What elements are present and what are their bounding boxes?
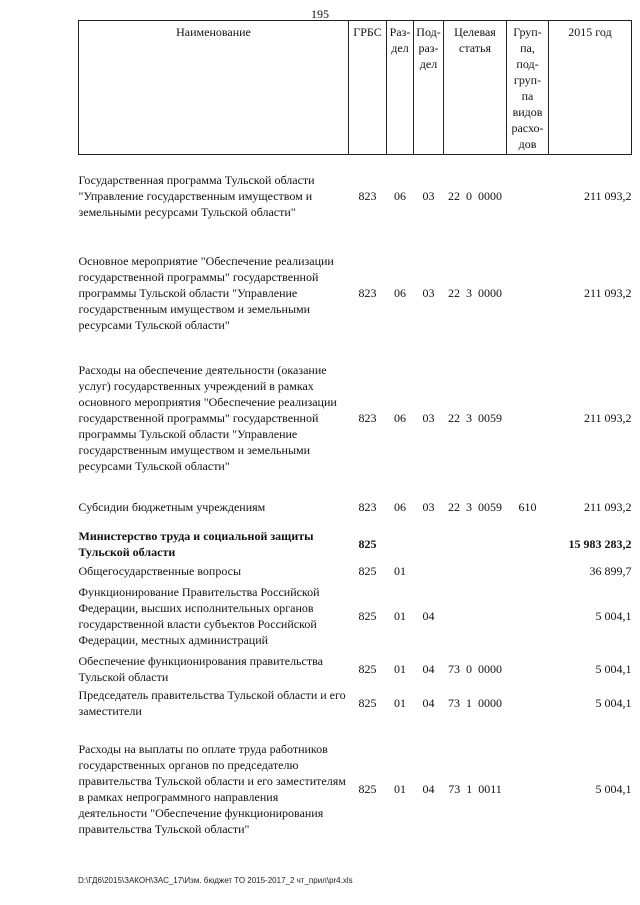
header-razdel: Раз- дел: [387, 21, 414, 155]
row-amount-cell: 5 004,1: [595, 695, 632, 710]
row-target-cell: 22 3 0059: [448, 410, 502, 425]
row-group-cell: [507, 581, 549, 651]
row-target-cell: 73 1 0000: [448, 695, 502, 710]
row-name-cell: Функционирование Правительства Российской Федерации, высших исполнительных органов государственной власти субъектов Российской Федерации, местных администраций: [78, 584, 320, 647]
header-podrazdel: Под- раз- дел: [414, 21, 444, 155]
row-target-cell: 73 0 0000: [448, 661, 502, 676]
row-grbs-cell: 825: [358, 608, 377, 623]
table-row: [79, 581, 632, 651]
row-podrazdel-cell: 04: [422, 695, 435, 710]
row-group-cell: [507, 651, 549, 687]
row-target-cell: [444, 581, 507, 651]
row-amount-cell: 211 093,2: [583, 188, 632, 203]
row-podrazdel-cell: 03: [422, 285, 435, 300]
row-razdel-cell: 01: [394, 781, 406, 796]
header-group: Груп- па, под- груп- па видов расхо- дов: [507, 21, 549, 155]
row-name-cell: Общегосударственные вопросы: [78, 563, 242, 578]
row-grbs-cell: 825: [358, 781, 377, 796]
row-grbs-cell: 825: [358, 563, 377, 578]
table-header-row: [79, 21, 632, 155]
row-grbs-cell: 823: [358, 499, 377, 514]
row-amount-cell: 36 899,7: [589, 563, 632, 578]
row-razdel-cell: 06: [394, 499, 406, 514]
table-row: [79, 651, 632, 687]
header-grbs: ГРБС: [349, 21, 387, 155]
row-razdel-cell: 01: [394, 695, 406, 710]
budget-table: [78, 20, 632, 859]
row-podrazdel-cell: 04: [422, 781, 435, 796]
row-target-cell: [444, 561, 507, 581]
row-group-cell: [507, 719, 549, 859]
row-razdel-cell: 06: [394, 188, 406, 203]
row-grbs-cell: 823: [358, 188, 377, 203]
row-target-cell: 22 3 0000: [448, 285, 502, 300]
row-target-cell: 22 0 0000: [448, 188, 502, 203]
header-year: 2015 год: [549, 21, 632, 155]
row-group-cell: 610: [518, 499, 537, 514]
table-row: [79, 687, 632, 719]
row-amount-cell: 211 093,2: [583, 499, 632, 514]
row-name-cell: Основное мероприятие "Обеспечение реализации государственной программы" государственной программы Тульской области "Управление государственным имуществом и земельными ресурсами Тульской области": [78, 253, 334, 332]
row-name-cell: Обеспечение функционирования правительства Тульской области: [78, 653, 323, 684]
row-group-cell: [507, 155, 549, 237]
table-row: [79, 719, 632, 859]
table-row: [79, 349, 632, 487]
row-grbs-cell: 825: [358, 536, 377, 551]
table-row: [79, 237, 632, 349]
table-row: [79, 155, 632, 237]
table-row: [79, 527, 632, 561]
row-amount-cell: 5 004,1: [595, 608, 632, 623]
row-target-cell: 73 1 0011: [448, 781, 502, 796]
row-group-cell: [507, 527, 549, 561]
row-podrazdel-cell: 03: [422, 410, 435, 425]
row-razdel-cell: 06: [394, 285, 406, 300]
row-grbs-cell: 825: [358, 695, 377, 710]
table-row: [79, 487, 632, 527]
row-podrazdel-cell: 04: [422, 608, 435, 623]
row-amount-cell: 211 093,2: [583, 410, 632, 425]
row-amount-cell: 211 093,2: [583, 285, 632, 300]
row-name-cell: Министерство труда и социальной защиты Тульской области: [78, 528, 314, 559]
file-path-footer: D:\ГД6\2015\ЗАКОН\ЗАС_17\Изм. бюджет ТО 2015-2017_2 чт_прил\pr4.xls: [78, 876, 353, 885]
page-number: 195: [311, 7, 329, 21]
header-name: Наименование: [79, 21, 349, 155]
row-podrazdel-cell: [414, 561, 444, 581]
row-razdel-cell: [387, 527, 414, 561]
row-name-cell: Расходы на обеспечение деятельности (оказание услуг) государственных учреждений в рамках основного мероприятия "Обеспечение реализации государственной программы" государственной программы Тульской области "Управление государственным имуществом и земельными ресурсами Тульской области": [78, 362, 337, 473]
row-group-cell: [507, 561, 549, 581]
row-razdel-cell: 06: [394, 410, 406, 425]
row-name-cell: Субсидии бюджетным учреждениям: [78, 499, 266, 514]
row-podrazdel-cell: [414, 527, 444, 561]
row-grbs-cell: 823: [358, 410, 377, 425]
row-razdel-cell: 01: [394, 661, 406, 676]
row-target-cell: [444, 527, 507, 561]
row-name-cell: Государственная программа Тульской области "Управление государственным имуществом и земельными ресурсами Тульской области": [78, 172, 315, 219]
row-name-cell: Председатель правительства Тульской области и его заместители: [78, 687, 346, 718]
row-razdel-cell: 01: [394, 563, 406, 578]
row-amount-cell: 5 004,1: [595, 661, 632, 676]
row-group-cell: [507, 349, 549, 487]
row-amount-cell: 5 004,1: [595, 781, 632, 796]
row-group-cell: [507, 687, 549, 719]
header-target: Целевая статья: [444, 21, 507, 155]
row-grbs-cell: 825: [358, 661, 377, 676]
row-podrazdel-cell: 03: [422, 499, 435, 514]
row-amount-cell: 15 983 283,2: [568, 536, 632, 551]
row-group-cell: [507, 237, 549, 349]
row-target-cell: 22 3 0059: [448, 499, 502, 514]
row-grbs-cell: 823: [358, 285, 377, 300]
row-name-cell: Расходы на выплаты по оплате труда работников государственных органов по председателю правительства Тульской области и его заместителям в рамках непрограммного направления деятельности "Обеспечение функционирования правительства Тульской области": [78, 741, 346, 836]
row-podrazdel-cell: 04: [422, 661, 435, 676]
row-podrazdel-cell: 03: [422, 188, 435, 203]
row-razdel-cell: 01: [394, 608, 406, 623]
table-row: [79, 561, 632, 581]
